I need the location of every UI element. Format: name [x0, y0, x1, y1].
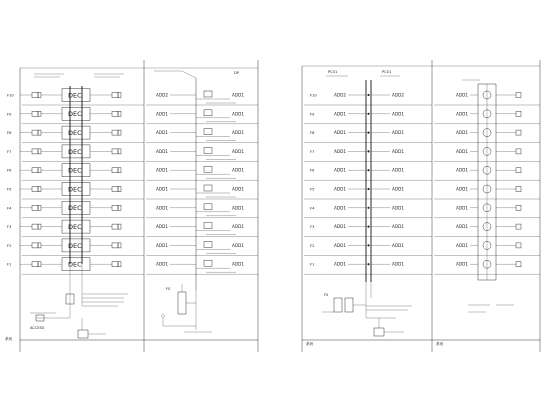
right-floor-label: F8: [310, 131, 315, 136]
left-floor-label: F1: [7, 262, 12, 267]
left-device-box: [204, 91, 212, 97]
left-floor-label: F2: [7, 243, 12, 248]
left-floor-rows: [7, 89, 258, 275]
left-outlet-symbol: [112, 262, 118, 267]
left-outlet-symbol: [112, 243, 118, 248]
right-floor-label: F5: [310, 187, 315, 192]
right-add-right: ADD1: [456, 261, 468, 267]
left-outlet-symbol: [38, 168, 41, 173]
right-floor-row: [304, 260, 540, 274]
left-outlet-symbol: [112, 149, 118, 154]
left-device-box: [204, 166, 212, 172]
left-outlet-symbol: [32, 187, 38, 192]
right-add-mid: ADD1: [392, 167, 404, 173]
left-outlet-symbol: [112, 168, 118, 173]
left-floor-row: [7, 201, 258, 218]
left-outlet-symbol: [112, 224, 118, 229]
left-outlet-symbol: [112, 111, 118, 116]
right-add-right: ADD1: [456, 205, 468, 211]
left-floor-row: [7, 220, 258, 237]
right-add-right: ADD1: [456, 167, 468, 173]
left-bottom-note: ACCESS: [30, 326, 45, 330]
right-floor-label: F6: [310, 168, 315, 173]
right-add-right: ADD1: [456, 92, 468, 98]
left-floor-row: [7, 239, 258, 256]
dec-label: DEC: [68, 129, 82, 137]
left-sheet-frame: [20, 60, 258, 352]
right-add-right: ADD1: [456, 224, 468, 230]
right-top-notes: [326, 76, 480, 80]
dec-label: DEC: [68, 223, 82, 231]
right-end-symbol: [516, 111, 521, 116]
left-device-box: [204, 185, 212, 191]
right-add-mid: ADD1: [392, 261, 404, 267]
left-outlet-symbol: [32, 205, 38, 210]
left-mid-label: ADD1: [232, 242, 244, 248]
left-top-tag: DP: [234, 71, 239, 75]
left-device-box: [204, 204, 212, 210]
left-floor-label: F4: [7, 206, 12, 211]
left-floor-label: F3: [7, 225, 12, 230]
left-bottom-equipment: [30, 294, 128, 338]
left-mid-label: ADD1: [232, 111, 244, 117]
left-outlet-symbol: [32, 93, 38, 98]
riser-node: [367, 94, 369, 96]
dec-label: DEC: [68, 204, 82, 213]
right-add-left: ADD2: [334, 92, 346, 98]
dec-label: DEC: [68, 166, 82, 175]
left-outlet-symbol: [38, 243, 41, 248]
right-add-left: ADD1: [334, 205, 346, 211]
riser-node: [367, 244, 369, 246]
left-device-box: [204, 129, 212, 135]
riser-node: [367, 132, 369, 134]
right-add-mid: ADD1: [392, 111, 404, 117]
left-add-label: ADD1: [156, 148, 168, 154]
dec-label: DEC: [68, 260, 82, 269]
left-outlet-symbol: [118, 130, 121, 135]
right-add-mid: ADD1: [392, 242, 404, 248]
left-outlet-symbol: [118, 205, 121, 210]
left-add-label: ADD1: [156, 130, 168, 136]
right-add-left: ADD1: [334, 111, 346, 117]
right-device-column: [478, 84, 496, 280]
right-end-symbol: [516, 168, 521, 173]
left-outlet-symbol: [118, 168, 121, 173]
right-add-mid: ADD1: [392, 186, 404, 192]
riser-node: [367, 207, 369, 209]
right-floor-label: F10: [310, 93, 317, 98]
left-dec-backbone: [36, 86, 118, 318]
left-floor-label: F10: [7, 93, 14, 98]
right-end-symbol: [516, 224, 521, 229]
left-device-box: [204, 241, 212, 247]
left-outlet-symbol: [38, 224, 41, 229]
right-fs-label: FS: [324, 293, 329, 297]
right-end-symbol: [516, 93, 521, 98]
right-add-mid: ADD1: [392, 205, 404, 211]
left-floor-label: F7: [7, 149, 12, 154]
right-section-label-left: 系统: [306, 342, 314, 346]
left-floor-row: [7, 164, 258, 181]
left-floor-row: [7, 126, 258, 143]
right-floor-row: [304, 166, 540, 180]
right-section-label-right: 系统: [436, 342, 444, 346]
left-outlet-symbol: [32, 243, 38, 248]
left-mid-label: ADD1: [232, 205, 244, 211]
left-floor-label: F6: [7, 168, 12, 173]
right-floor-label: F7: [310, 149, 315, 154]
riser-node: [367, 113, 369, 115]
left-outlet-symbol: [112, 205, 118, 210]
left-outlet-symbol: [118, 262, 121, 267]
left-outlet-symbol: [118, 224, 121, 229]
left-outlet-symbol: [118, 111, 121, 116]
right-add-left: ADD1: [334, 186, 346, 192]
right-add-right: ADD1: [456, 148, 468, 154]
left-outlet-symbol: [118, 149, 121, 154]
left-floor-row: [7, 89, 258, 106]
right-add-mid: ADD1: [392, 224, 404, 230]
right-floor-label: F2: [310, 243, 315, 248]
left-floor-row: [7, 107, 258, 124]
right-end-symbol: [516, 187, 521, 192]
left-outlet-symbol: [38, 130, 41, 135]
dec-label: DEC: [68, 91, 82, 100]
dec-label: DEC: [68, 185, 82, 194]
left-outlet-symbol: [32, 224, 38, 229]
left-outlet-symbol: [112, 130, 118, 135]
left-device-box: [204, 110, 212, 116]
left-add-label: ADD1: [156, 242, 168, 248]
right-add-right: ADD1: [456, 130, 468, 136]
right-end-symbol: [516, 262, 521, 267]
right-floor-row: [304, 91, 540, 105]
right-floor-row: [304, 129, 540, 143]
right-floor-label: F4: [310, 206, 315, 211]
right-add-right: ADD1: [456, 242, 468, 248]
left-mid-label: ADD1: [232, 167, 244, 173]
left-add-label: ADD1: [156, 224, 168, 230]
right-floor-rows: [304, 91, 540, 274]
right-floor-row: [304, 204, 540, 218]
right-floor-row: [304, 241, 540, 255]
right-end-symbol: [516, 243, 521, 248]
left-outlet-symbol: [38, 187, 41, 192]
left-fs-cabinet: [162, 284, 212, 332]
left-mid-label: ADD1: [232, 186, 244, 192]
left-floor-label: F8: [7, 131, 12, 136]
left-outlet-symbol: [32, 262, 38, 267]
left-outlet-symbol: [112, 93, 118, 98]
right-add-left: ADD1: [334, 130, 346, 136]
right-add-mid: ADD1: [392, 130, 404, 136]
left-device-box: [204, 260, 212, 266]
right-floor-row: [304, 223, 540, 237]
left-outlet-symbol: [32, 130, 38, 135]
right-add-mid: ADD2: [392, 92, 404, 98]
left-outlet-symbol: [32, 149, 38, 154]
right-floor-label: F9: [310, 112, 315, 117]
left-add-label: ADD1: [156, 186, 168, 192]
left-floor-row: [7, 258, 258, 275]
left-outlet-symbol: [112, 187, 118, 192]
left-mid-label: ADD1: [232, 261, 244, 267]
left-add-label: ADD2: [156, 92, 168, 98]
left-device-box: [204, 223, 212, 229]
left-floor-row: [7, 145, 258, 162]
right-add-left: ADD1: [334, 242, 346, 248]
right-floor-label: F1: [310, 262, 315, 267]
left-outlet-symbol: [38, 93, 41, 98]
left-outlet-symbol: [32, 111, 38, 116]
left-add-label: ADD1: [156, 205, 168, 211]
dec-label: DEC: [68, 110, 82, 119]
right-add-right: ADD1: [456, 111, 468, 117]
right-floor-row: [304, 110, 540, 124]
left-outlet-symbol: [118, 93, 121, 98]
left-add-label: ADD1: [156, 111, 168, 117]
left-outlet-symbol: [38, 149, 41, 154]
right-add-left: ADD1: [334, 167, 346, 173]
left-mid-label: ADD1: [232, 224, 244, 230]
riser-node: [367, 188, 369, 190]
right-floor-row: [304, 147, 540, 161]
left-mid-label: ADD1: [232, 92, 244, 98]
right-bottom-equipment: [322, 293, 412, 336]
right-floor-label: F3: [310, 225, 315, 230]
right-bottom-notes: [468, 305, 514, 312]
left-top-notes: [34, 71, 196, 78]
right-add-right: ADD1: [456, 186, 468, 192]
right-end-symbol: [516, 149, 521, 154]
riser-node: [367, 150, 369, 152]
right-riser-tag-left: PC01: [328, 70, 338, 74]
left-outlet-symbol: [38, 262, 41, 267]
left-add-label: ADD1: [156, 261, 168, 267]
right-riser-tag-right: PC01: [382, 70, 392, 74]
left-floor-label: F5: [7, 187, 12, 192]
left-mid-label: ADD1: [232, 130, 244, 136]
left-section-label: 系统: [5, 337, 13, 341]
riser-node: [367, 226, 369, 228]
left-outlet-symbol: [38, 205, 41, 210]
left-outlet-symbol: [38, 111, 41, 116]
dec-label: DEC: [68, 147, 82, 156]
left-floor-row: [7, 183, 258, 200]
left-outlet-symbol: [118, 187, 121, 192]
left-floor-label: F9: [7, 112, 12, 117]
left-mid-label: ADD1: [232, 148, 244, 154]
right-add-mid: ADD1: [392, 148, 404, 154]
right-add-left: ADD1: [334, 148, 346, 154]
right-end-symbol: [516, 205, 521, 210]
right-add-left: ADD1: [334, 261, 346, 267]
left-fs-label: FS: [166, 287, 171, 291]
left-outlet-symbol: [32, 168, 38, 173]
right-floor-row: [304, 185, 540, 199]
left-add-label: ADD1: [156, 167, 168, 173]
right-add-left: ADD1: [334, 224, 346, 230]
left-outlet-symbol: [118, 243, 121, 248]
right-end-symbol: [516, 130, 521, 135]
riser-node: [367, 263, 369, 265]
riser-node: [367, 169, 369, 171]
dec-label: DEC: [68, 241, 82, 250]
left-device-box: [204, 147, 212, 153]
